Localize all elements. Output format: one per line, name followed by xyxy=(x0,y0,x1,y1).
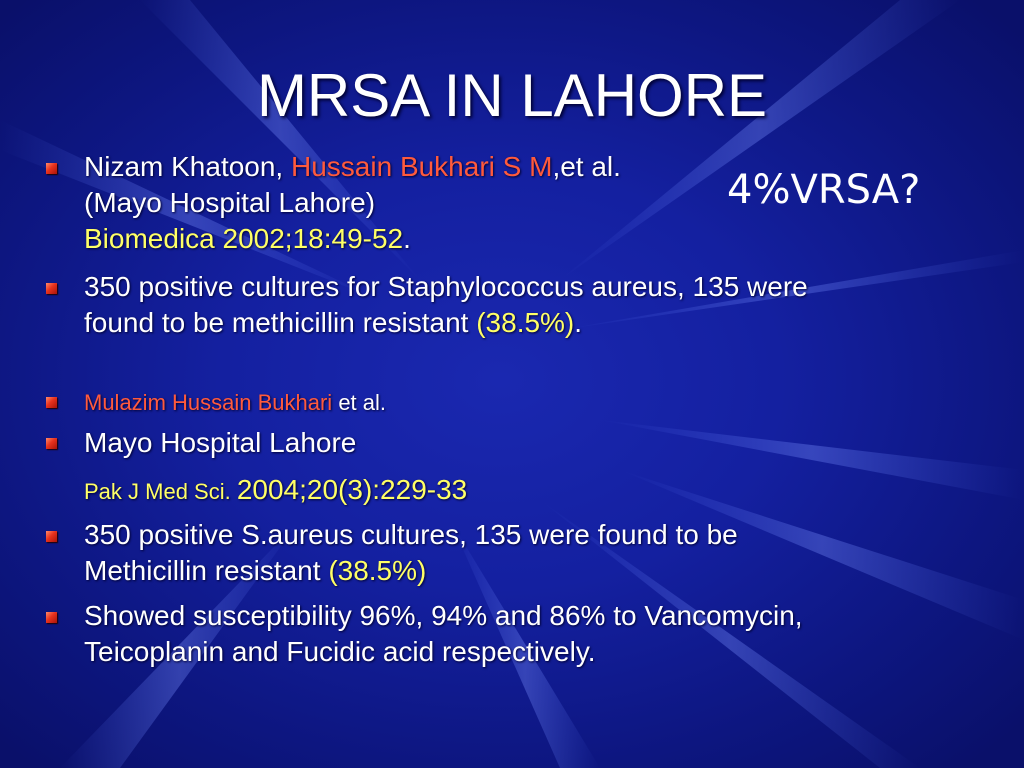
ref1-et-al: ,et al. xyxy=(552,151,621,182)
ref1-citation: Biomedica 2002;18:49-52 xyxy=(84,223,404,254)
finding1-percent: (38.5%) xyxy=(476,307,575,338)
finding1-line2 xyxy=(84,305,582,341)
finding1-line1: 350 positive cultures for Staphylococcus aureus, 135 were xyxy=(84,271,808,302)
ref1-author: Nizam Khatoon, xyxy=(84,151,291,182)
bullet-icon xyxy=(46,163,57,174)
ref1-author-line xyxy=(84,149,621,185)
vrsa-annotation: 4%VRSA? xyxy=(727,167,921,213)
bullet-icon xyxy=(46,438,57,449)
finding2-line1: 350 positive S.aureus cultures, 135 were found to be xyxy=(84,519,738,550)
finding2-line2 xyxy=(84,553,426,589)
finding2-text: Methicillin resistant xyxy=(84,555,329,586)
ref2-author-highlight: Mulazim Hussain Bukhari xyxy=(84,390,333,415)
bullet-icon xyxy=(46,612,57,623)
finding3-line1: Showed susceptibility 96%, 94% and 86% to Vancomycin, xyxy=(84,600,803,631)
bullet-icon xyxy=(46,397,57,408)
slide-title: MRSA IN LAHORE xyxy=(256,62,768,129)
bullet-icon xyxy=(46,283,57,294)
ref2-author-line xyxy=(84,388,386,418)
ref2-citation-line xyxy=(84,472,467,510)
ref1-citation-line xyxy=(84,221,411,257)
finding1-period: . xyxy=(574,307,583,338)
ref2-journal: Pak J Med Sci. xyxy=(84,479,237,504)
ref2-et-al: et al. xyxy=(332,390,387,415)
ref2-affiliation: Mayo Hospital Lahore xyxy=(84,427,357,458)
finding2-percent: (38.5%) xyxy=(328,555,427,586)
ref1-affiliation: (Mayo Hospital Lahore) xyxy=(84,187,376,218)
bullet-icon xyxy=(46,531,57,542)
ref1-period: . xyxy=(403,223,411,254)
ref1-author-highlight: Hussain Bukhari S M xyxy=(291,151,553,182)
ref2-citation: 2004;20(3):229-33 xyxy=(236,474,468,505)
finding1-text: found to be methicillin resistant xyxy=(84,307,477,338)
finding3-line2: Teicoplanin and Fucidic acid respectively. xyxy=(84,636,596,667)
